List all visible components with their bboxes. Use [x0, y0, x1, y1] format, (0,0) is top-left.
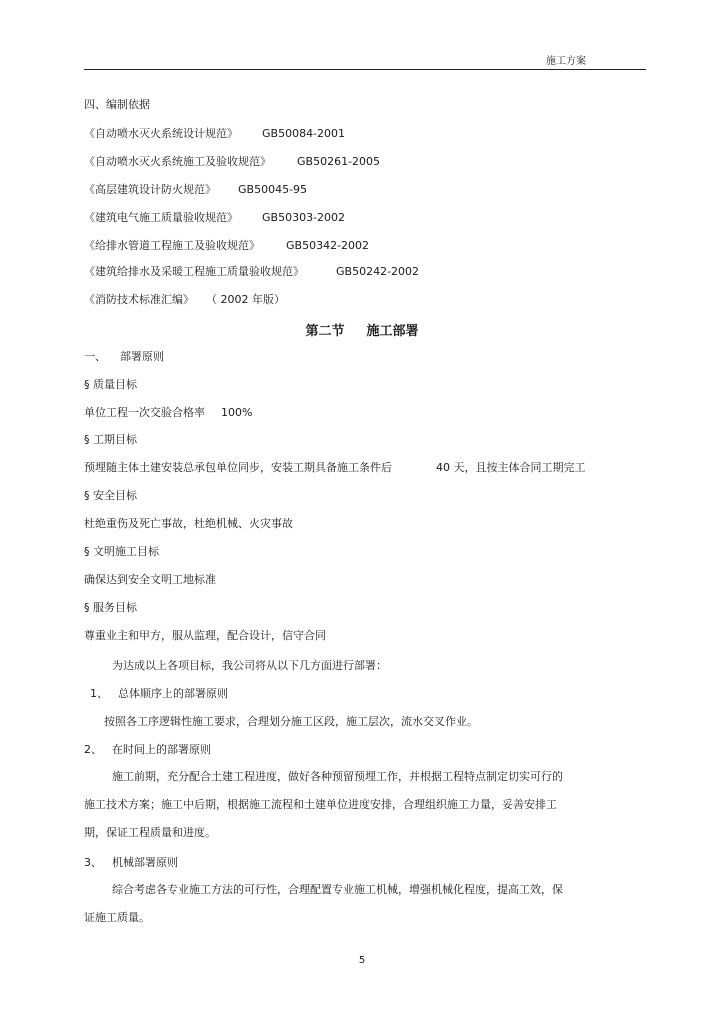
service-goal-title: § 服务目标	[84, 601, 137, 614]
reference-name: 《给排水管道工程施工及验收规范》	[84, 239, 260, 252]
basis-heading: 四、编制依据	[84, 98, 150, 111]
safety-goal-text: 杜绝重伤及死亡事故，杜绝机械、火灾事故	[84, 517, 293, 530]
item-number: 3、	[84, 856, 102, 869]
reference-row	[84, 239, 369, 253]
reference-row	[84, 293, 285, 307]
item-number: 1、	[90, 687, 108, 700]
item-title: 机械部署原则	[112, 856, 178, 869]
quality-goal-label: 单位工程一次交验合格率	[84, 406, 205, 419]
item-body: 按照各工序逻辑性施工要求，合理划分施工区段，施工层次，流水交叉作业。	[104, 715, 478, 728]
civilized-goal-text: 确保达到安全文明工地标准	[84, 573, 216, 586]
item-title: 总体顺序上的部署原则	[118, 687, 228, 700]
page-number: 5	[358, 955, 366, 966]
reference-row	[84, 183, 307, 197]
item-title: 在时间上的部署原则	[112, 743, 211, 756]
header-divider	[84, 69, 646, 70]
section-title-text: 施工部署	[366, 324, 419, 339]
schedule-goal-title: § 工期目标	[84, 433, 137, 446]
reference-name: 《自动喷水灭火系统施工及验收规范》	[84, 155, 271, 168]
reference-row	[84, 155, 380, 169]
deployment-intro: 为达成以上各项目标，我公司将从以下几方面进行部署：	[112, 659, 387, 672]
reference-code: GB50045-95	[238, 183, 308, 196]
quality-goal-value: 100%	[221, 406, 253, 419]
reference-name: 《自动喷水灭火系统设计规范》	[84, 127, 238, 140]
quality-goal-text	[84, 406, 252, 420]
header-title: 施工方案	[546, 56, 586, 67]
item-body: 综合考虑各专业施工方法的可行性，合理配置专业施工机械，增强机械化程度，提高工效，保	[112, 883, 563, 896]
schedule-goal-text-a: 预埋随主体土建安装总承包单位同步，安装工期具备施工条件后	[84, 461, 392, 474]
reference-code: GB50242-2002	[336, 265, 420, 278]
principles-heading	[84, 350, 164, 364]
item-body: 期，保证工程质量和进度。	[84, 826, 216, 839]
reference-code: GB50303-2002	[262, 211, 346, 224]
reference-name: 《高层建筑设计防火规范》	[84, 183, 216, 196]
reference-name: 《消防技术标准汇编》	[84, 293, 194, 306]
item-body: 施工技术方案；施工中后期，根据施工流程和土建单位进度安排，合理组织施工力量，妥善安排工	[84, 798, 557, 811]
reference-code: GB50342-2002	[286, 239, 370, 252]
principles-heading-text: 部署原则	[120, 350, 164, 363]
reference-row	[84, 265, 419, 279]
item-number: 2、	[84, 743, 102, 756]
schedule-goal-text-b: 40 天，且按主体合同工期完工	[436, 461, 586, 474]
reference-row	[84, 211, 345, 225]
section-title-number: 第二节	[305, 324, 345, 339]
item-body: 证施工质量。	[84, 911, 150, 924]
reference-name: 《建筑给排水及采暖工程施工质量验收规范》	[84, 265, 304, 278]
item-heading	[90, 687, 228, 701]
safety-goal-title: § 安全目标	[84, 489, 137, 502]
quality-goal-title: § 质量目标	[84, 378, 137, 391]
reference-name: 《建筑电气施工质量验收规范》	[84, 211, 238, 224]
schedule-goal-text	[84, 461, 586, 475]
section-title	[0, 320, 724, 339]
item-body: 施工前期，充分配合土建工程进度，做好各种预留预埋工作，并根据工程特点制定切实可行的	[112, 770, 563, 783]
item-heading	[84, 856, 178, 870]
reference-code: （ 2002 年版）	[206, 293, 285, 306]
reference-code: GB50084-2001	[262, 127, 346, 140]
civilized-goal-title: § 文明施工目标	[84, 545, 159, 558]
reference-code: GB50261-2005	[297, 155, 381, 168]
principles-heading-number: 一、	[84, 350, 106, 363]
reference-row	[84, 127, 345, 141]
item-heading	[84, 743, 211, 757]
service-goal-text: 尊重业主和甲方，服从监理，配合设计，信守合同	[84, 629, 326, 642]
